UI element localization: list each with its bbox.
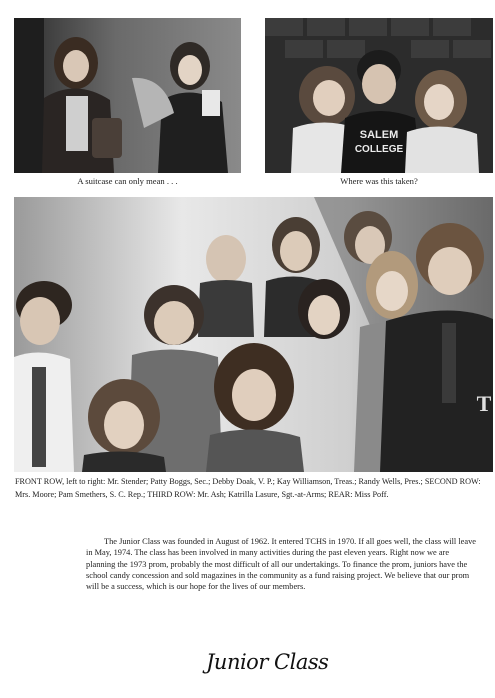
page-signature: Junior Class [206,650,329,674]
photo-suitcase-image [14,18,241,173]
svg-text:SALEM: SALEM [359,129,399,141]
photo-salem-college-image [265,18,493,173]
photo-credits: FRONT ROW, left to right: Mr. Stender; Patty Boggs, Sec.; Debby Doak, V. P.; Kay Williamson, Treas.; Randy Wells, Pres.; SECOND ROW: Mrs. Moore; Pam Smethers, S. C. Rep.; THIRD ROW: Mr. Ash; Katrilla Lasure, Sgt.-at-Arms; REAR: Miss Poff. [15,477,481,499]
photo-suitcase [14,18,241,173]
caption-where-taken: Where was this taken? [340,176,418,186]
svg-text:T: T [476,391,492,416]
caption-suitcase: A suitcase can only mean . . . [77,176,178,186]
photo-junior-class-group [14,197,493,472]
photo-group-image [14,197,493,472]
photo-salem-college [265,18,493,173]
class-history-paragraph: The Junior Class was founded in August of 1962. It entered TCHS in 1970. If all goes well, the class will leave in May, 1974. The class has been involved in many activities during the past eleven years. Right now we are planning the 1973 prom, probably the most difficult of all our undertakings. To finance the prom, juniors have the school candy concession and sold magazines in the community as a fund raising project. We believe that our prom will be a success, which is our hope for the lives of our members. [86,537,477,592]
svg-text:COLLEGE: COLLEGE [354,144,404,155]
